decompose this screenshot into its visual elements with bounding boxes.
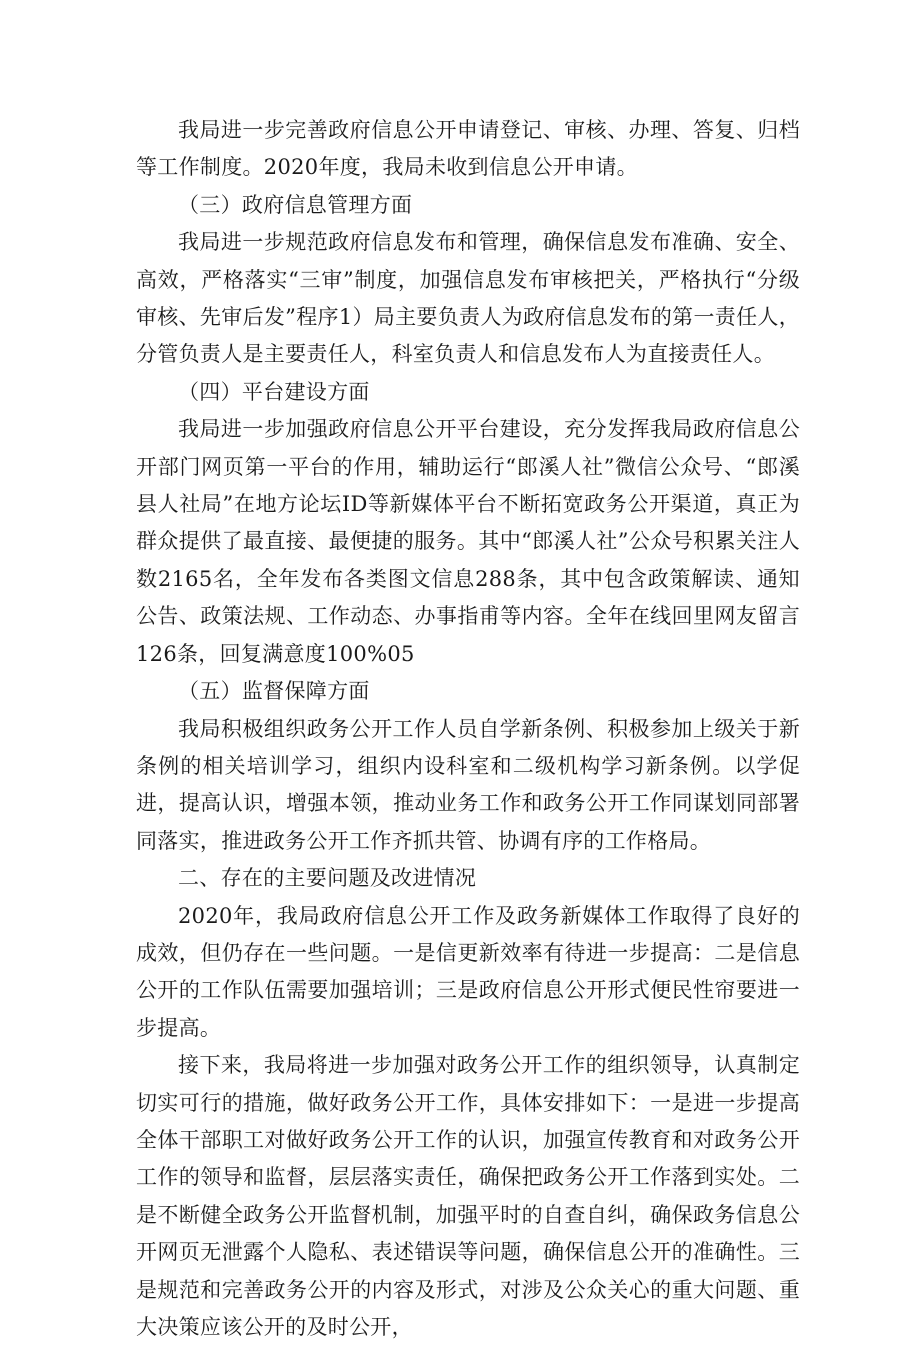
- section-heading-problems: 二、存在的主要问题及改进情况: [178, 866, 477, 891]
- body-paragraph: 接下来，我局将进一步加强对政务公开工作的组织领导，认真制定切实可行的措施，做好政务公开工作，具体安排如下：一是进一步提高全体干部职工对做好政务公开工作的认识，加强宣传教育和对政务公开工作的领导和监督，层层落实责任，确保把政务公开工作落到实处。二是不断健全政务公开监督机制，加强平时的自查自纠，确保政务信息公开网页无泄露个人隐私、表述错误等问题，确保信息公开的准确性。三是规范和完善政务公开的内容及形式，对涉及公众关心的重大问题、重大决策应该公开的及时公开，: [136, 1053, 800, 1339]
- body-paragraph: 我局积极组织政务公开工作人员自学新条例、积极参加上级关于新条例的相关培训学习，组织内设科室和二级机构学习新条例。以学促进，提高认识，增强本领，推动业务工作和政务公开工作同谋划同部署同落实，推进政务公开工作齐抓共管、协调有序的工作格局。: [136, 716, 800, 853]
- section-heading-4: （四）平台建设方面: [178, 379, 370, 404]
- body-paragraph: 我局进一步规范政府信息发布和管理，确保信息发布准确、安全、高效，严格落实“三审”制度，加强信息发布审核把关，严格执行“分级审核、先审后发”程序1）局主要负责人为政府信息发布的第一责任人，分管负责人是主要责任人，科室负责人和信息发布人为直接责任人。: [136, 230, 800, 367]
- section-heading-3: （三）政府信息管理方面: [178, 192, 413, 217]
- body-paragraph: 2020年，我局政府信息公开工作及政务新媒体工作取得了良好的成效，但仍存在一些问题。一是信更新效率有待进一步提高：二是信息公开的工作队伍需要加强培训；三是政府信息公开形式便民性帘要进一步提高。: [136, 903, 800, 1040]
- section-heading-5: （五）监督保障方面: [178, 679, 370, 704]
- body-paragraph: 我局进一步加强政府信息公开平台建设，充分发挥我局政府信息公开部门网页第一平台的作用，辅助运行“郎溪人社”微信公众号、“郎溪县人社局”在地方论坛ID等新媒体平台不断拓宽政务公开渠道，真正为群众提供了最直接、最便捷的服务。其中“郎溪人社”公众号积累关注人数2165名，全年发布各类图文信息288条，其中包含政策解读、通知公告、政策法规、工作动态、办事指甫等内容。全年在线回里网友留言126条，回复满意度100%05: [136, 417, 800, 666]
- body-paragraph: 我局进一步完善政府信息公开申请登记、审核、办理、答复、归档等工作制度。2020年度，我局未收到信息公开申请。: [136, 118, 800, 180]
